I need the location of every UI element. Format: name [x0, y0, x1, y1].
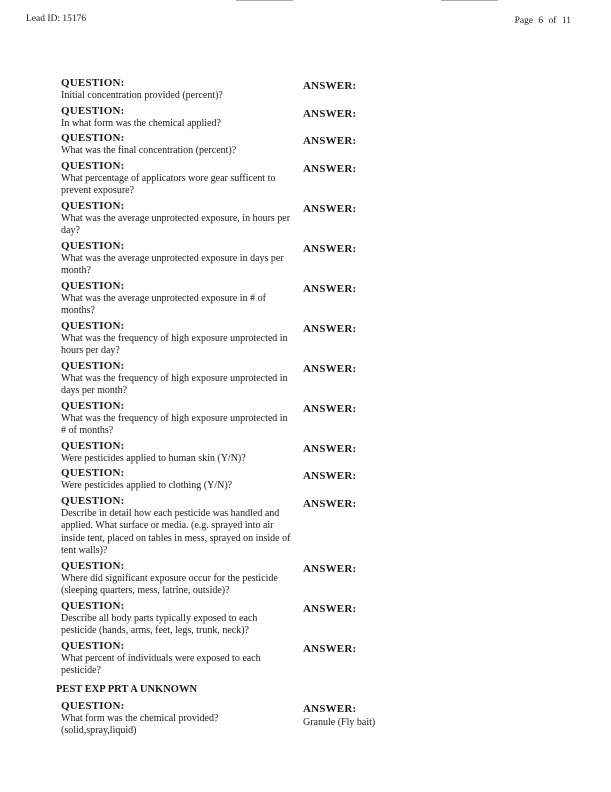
question-label: QUESTION:: [61, 399, 125, 412]
scan-artifact-line: [441, 0, 498, 1]
answer-label: ANSWER:: [303, 562, 357, 575]
answer-label: ANSWER:: [303, 702, 357, 715]
answer-label: ANSWER:: [303, 602, 357, 615]
question-text: Where did significant exposure occur for the pesticide (sleeping quarters, mess, latrine, outside)?: [61, 572, 278, 596]
lead-id: Lead ID: 15176: [26, 14, 87, 24]
answer-label: ANSWER:: [303, 242, 357, 255]
answer-label: ANSWER:: [303, 282, 357, 295]
question-label: QUESTION:: [61, 359, 125, 372]
qa-item: [61, 440, 561, 468]
question-label: QUESTION:: [61, 279, 125, 292]
answer-label: ANSWER:: [303, 80, 357, 92]
qa-item: [61, 700, 561, 740]
question-text: What was the frequency of high exposure unprotected in days per month?: [61, 372, 288, 396]
question-text: Initial concentration provided (percent)?: [61, 90, 223, 101]
question-text: Were pesticides applied to human skin (Y/N)?: [61, 452, 246, 464]
scan-artifact-line: [236, 0, 293, 1]
question-label: QUESTION:: [61, 77, 125, 89]
question-label: QUESTION:: [61, 104, 125, 117]
qa-list: [61, 77, 561, 680]
qa-item: [61, 132, 561, 160]
questionnaire: [56, 77, 561, 740]
question-text: What was the average unprotected exposure, in hours per day?: [61, 212, 291, 236]
answer-label: ANSWER:: [303, 362, 357, 375]
qa-list-section: [61, 700, 561, 740]
qa-item: [61, 280, 561, 320]
question-label: QUESTION:: [61, 559, 125, 572]
question-label: QUESTION:: [61, 319, 125, 332]
qa-item: [61, 360, 561, 400]
answer-label: ANSWER:: [303, 135, 357, 147]
answer-label: ANSWER:: [303, 497, 357, 510]
question-text: What was the frequency of high exposure unprotected in # of months?: [61, 412, 288, 436]
answer-label: ANSWER:: [303, 402, 357, 415]
question-label: QUESTION:: [61, 599, 125, 612]
question-label: QUESTION:: [61, 239, 125, 252]
question-label: QUESTION:: [61, 132, 125, 144]
question-text: What was the average unprotected exposure in # of months?: [61, 292, 266, 316]
answer-value: Granule (Fly bait): [303, 716, 376, 728]
question-text: What was the final concentration (percent)?: [61, 145, 237, 156]
qa-item: [61, 640, 561, 680]
qa-item: [61, 320, 561, 360]
question-text: In what form was the chemical applied?: [61, 117, 221, 129]
answer-label: ANSWER:: [303, 202, 357, 215]
qa-item: [61, 105, 561, 133]
question-text: What percentage of applicators wore gear sufficent to prevent exposure?: [61, 172, 276, 196]
question-label: QUESTION:: [61, 439, 125, 452]
answer-label: ANSWER:: [303, 107, 357, 120]
qa-item: [61, 77, 561, 105]
qa-item: [61, 467, 561, 495]
question-label: QUESTION:: [61, 467, 125, 479]
answer-label: ANSWER:: [303, 470, 357, 482]
qa-item: [61, 240, 561, 280]
qa-item: [61, 200, 561, 240]
question-text: Describe all body parts typically exposed to each pesticide (hands, arms, feet, legs, trunk, neck)?: [61, 612, 258, 636]
answer-label: ANSWER:: [303, 322, 357, 335]
qa-item: [61, 495, 561, 560]
question-text: What was the average unprotected exposure in days per month?: [61, 252, 284, 276]
page-number: Page 6 of 11: [514, 16, 571, 26]
qa-item: [61, 160, 561, 200]
question-label: QUESTION:: [61, 639, 125, 652]
qa-item: [61, 560, 561, 600]
answer-label: ANSWER:: [303, 642, 357, 655]
question-label: QUESTION:: [61, 494, 125, 507]
question-text: What form was the chemical provided?(solid,spray,liquid): [61, 712, 219, 736]
question-label: QUESTION:: [61, 699, 125, 712]
question-text: What percent of individuals were exposed to each pesticide?: [61, 652, 261, 676]
section-title: PEST EXP PRT A UNKNOWN: [56, 683, 198, 695]
question-text: Were pesticides applied to clothing (Y/N)?: [61, 480, 233, 491]
question-text: What was the frequency of high exposure unprotected in hours per day?: [61, 332, 288, 356]
qa-item: [61, 400, 561, 440]
question-label: QUESTION:: [61, 159, 125, 172]
answer-label: ANSWER:: [303, 442, 357, 455]
qa-item: [61, 600, 561, 640]
question-label: QUESTION:: [61, 199, 125, 212]
answer-label: ANSWER:: [303, 162, 357, 175]
question-text: Describe in detail how each pesticide was handled and applied. What surface or media. (e.g. sprayed into air inside tent, placed on tables in mess, sprayed on inside of tent walls)?: [61, 507, 291, 556]
